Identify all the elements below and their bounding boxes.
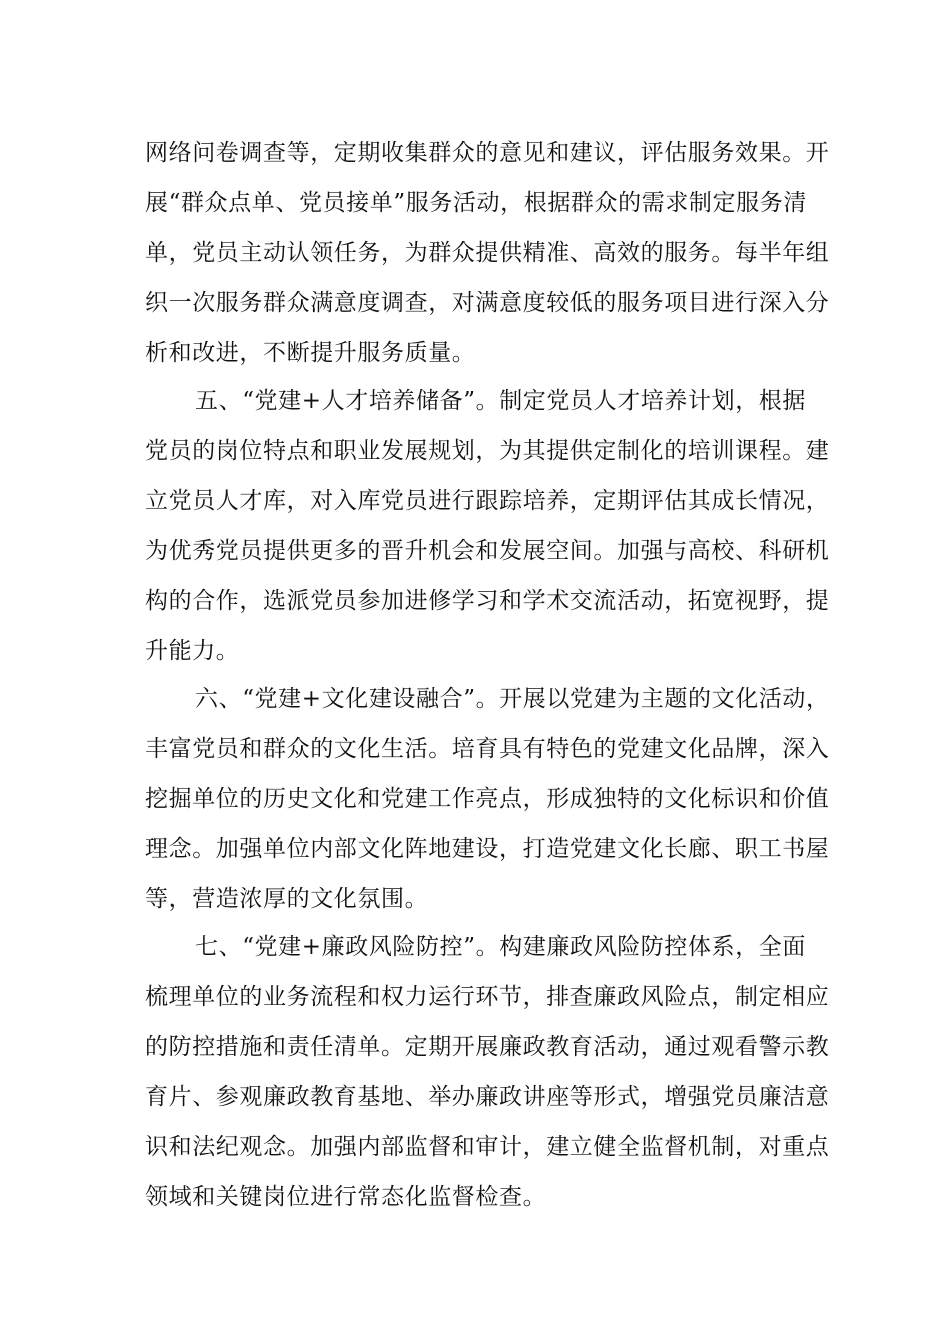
text-line: 单，党员主动认领任务，为群众提供精准、高效的服务。每半年组 — [145, 240, 830, 266]
section-heading-line: 五、“党建+人才培养储备”。制定党员人才培养计划，根据 — [195, 388, 806, 414]
text-line: 的防控措施和责任清单。定期开展廉政教育活动，通过观看警示教 — [145, 1034, 830, 1060]
section-heading-line: 七、“党建+廉政风险防控”。构建廉政风险防控体系，全面 — [195, 934, 806, 960]
text-line: 党员的岗位特点和职业发展规划，为其提供定制化的培训课程。建 — [145, 438, 830, 464]
text-line: 理念。加强单位内部文化阵地建设，打造党建文化长廊、职工书屋 — [145, 836, 830, 862]
text-line: 织一次服务群众满意度调查，对满意度较低的服务项目进行深入分 — [145, 290, 830, 316]
text-line: 构的合作，选派党员参加进修学习和学术交流活动，拓宽视野，提 — [145, 588, 830, 614]
text-line: 等，营造浓厚的文化氛围。 — [145, 886, 429, 912]
text-line: 析和改进，不断提升服务质量。 — [145, 340, 476, 366]
text-line: 丰富党员和群众的文化生活。培育具有特色的党建文化品牌，深入 — [145, 736, 830, 762]
text-line: 挖掘单位的历史文化和党建工作亮点，形成独特的文化标识和价值 — [145, 786, 830, 812]
text-line: 展“群众点单、党员接单”服务活动，根据群众的需求制定服务清 — [145, 190, 807, 216]
text-line: 识和法纪观念。加强内部监督和审计，建立健全监督机制，对重点 — [145, 1134, 830, 1160]
text-line: 网络问卷调查等，定期收集群众的意见和建议，评估服务效果。开 — [145, 140, 830, 166]
text-line: 立党员人才库，对入库党员进行跟踪培养，定期评估其成长情况， — [145, 488, 830, 514]
text-line: 领域和关键岗位进行常态化监督检查。 — [145, 1184, 547, 1210]
text-line: 梳理单位的业务流程和权力运行环节，排查廉政风险点，制定相应 — [145, 984, 830, 1010]
text-line: 育片、参观廉政教育基地、举办廉政讲座等形式，增强党员廉洁意 — [145, 1084, 830, 1110]
section-heading-line: 六、“党建+文化建设融合”。开展以党建为主题的文化活动， — [195, 686, 830, 712]
text-line: 为优秀党员提供更多的晋升机会和发展空间。加强与高校、科研机 — [145, 538, 830, 564]
text-line: 升能力。 — [145, 638, 240, 664]
